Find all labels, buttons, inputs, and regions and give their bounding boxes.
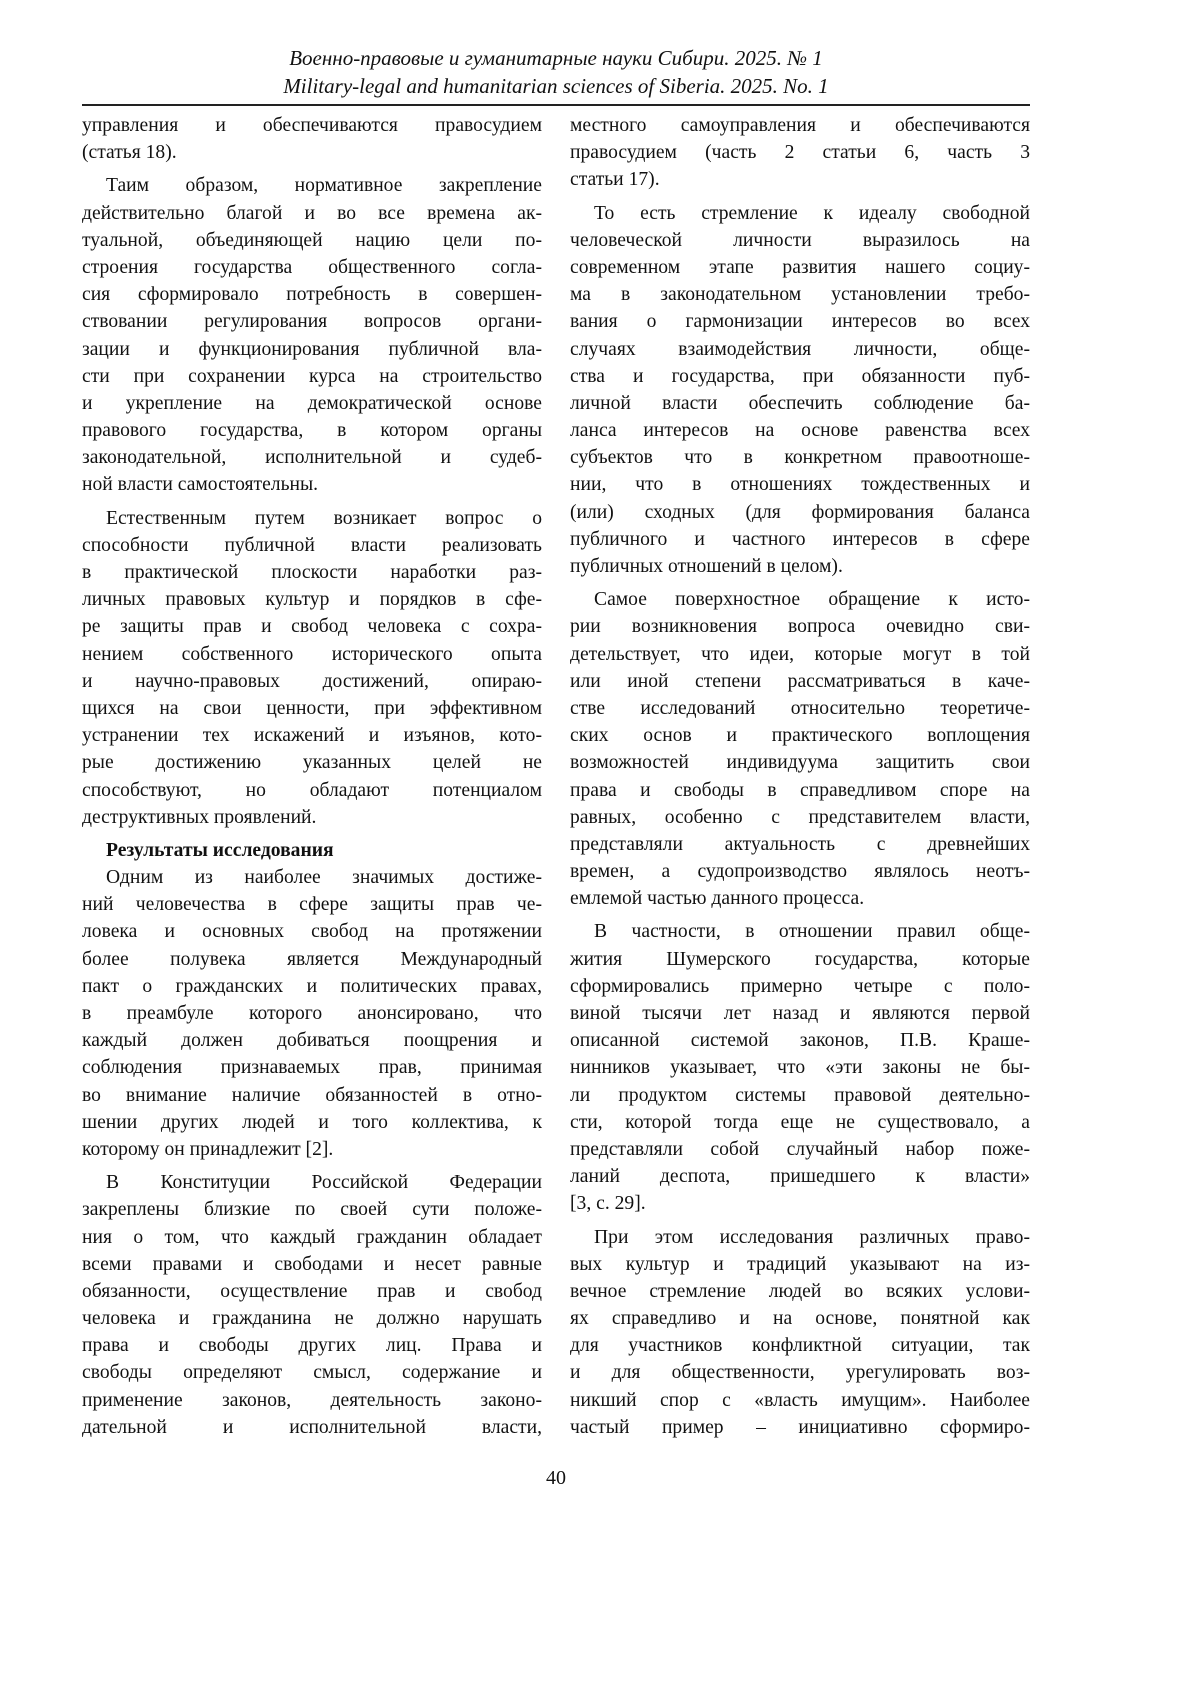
text-line: сформировались примерно четыре с поло- [570,973,1030,1000]
text-line: правового государства, в котором органы [82,417,542,444]
text-line: пакт о гражданских и политических правах, [82,973,542,1000]
text-line: права и свободы других лиц. Права и [82,1332,542,1359]
text-line: равных, особенно с представителем власти, [570,804,1030,831]
text-line: действительно благой и во все времена ак- [82,200,542,227]
text-line: рии возникновения вопроса очевидно сви- [570,613,1030,640]
text-line: В Конституции Российской Федерации [82,1169,542,1196]
text-line: Самое поверхностное обращение к исто- [570,586,1030,613]
text-line: ловека и основных свобод на протяжении [82,918,542,945]
text-line: стве исследований относительно теоретиче- [570,695,1030,722]
text-line: статьи 17). [570,166,1030,193]
text-line: представляли актуальность с древнейших [570,831,1030,858]
text-line: То есть стремление к идеалу свободной [570,200,1030,227]
text-line: более полувека является Международный [82,946,542,973]
text-line: сия сформировало потребность в совершен- [82,281,542,308]
text-line: никший спор с «власть имущим». Наиболее [570,1387,1030,1414]
text-line: нинников указывает, что «эти законы не бы- [570,1054,1030,1081]
text-line: Естественным путем возникает вопрос о [82,505,542,532]
left-column [82,112,542,1447]
text-line: вечное стремление людей во всяких услови- [570,1278,1030,1305]
paragraph [82,1169,542,1441]
text-line: местного самоуправления и обеспечиваются [570,112,1030,139]
paragraph [570,918,1030,1217]
text-line: или иной степени рассматриваться в каче- [570,668,1030,695]
text-line: ния о том, что каждый гражданин обладает [82,1224,542,1251]
paragraph [82,172,542,498]
text-line: вых культур и традиций указывают на из- [570,1251,1030,1278]
text-line: строения государства общественного согла- [82,254,542,281]
paragraph [570,200,1030,581]
text-line: закреплены близкие по своей сути положе- [82,1196,542,1223]
text-line: правосудием (часть 2 статьи 6, часть 3 [570,139,1030,166]
text-line: которому он принадлежит [2]. [82,1136,542,1163]
text-line: представляли собой случайный набор поже- [570,1136,1030,1163]
text-line: свободы определяют смысл, содержание и [82,1359,542,1386]
text-line: виной тысячи лет назад и являются первой [570,1000,1030,1027]
text-line: права и свободы в справедливом споре на [570,777,1030,804]
paragraph [570,1224,1030,1442]
journal-title-en: Military-legal and humanitarian sciences of Siberia. 2025. No. 1 [82,72,1030,100]
page-number: 40 [0,1467,1112,1490]
text-line: личных правовых культур и порядков в сфе- [82,586,542,613]
text-line: управления и обеспечиваются правосудием [82,112,542,139]
text-line: детельствует, что идеи, которые могут в той [570,641,1030,668]
paragraph [570,112,1030,194]
text-line: для участников конфликтной ситуации, так [570,1332,1030,1359]
text-line: В частности, в отношении правил обще- [570,918,1030,945]
header-divider [82,104,1030,106]
text-line: емлемой частью данного процесса. [570,885,1030,912]
text-line: ной власти самостоятельны. [82,471,542,498]
text-line: ства и государства, при обязанности пуб- [570,363,1030,390]
text-line: шении других людей и того коллектива, к [82,1109,542,1136]
text-line: субъектов что в конкретном правоотноше- [570,444,1030,471]
text-line: ли продуктом системы правовой деятельно- [570,1082,1030,1109]
paragraph [82,112,542,166]
text-line: случаях взаимодействия личности, обще- [570,336,1030,363]
text-line: всеми правами и свободами и несет равные [82,1251,542,1278]
text-line: соблюдения признаваемых прав, принимая [82,1054,542,1081]
text-line: зации и функционирования публичной вла- [82,336,542,363]
text-line: ре защиты прав и свобод человека с сохра- [82,613,542,640]
text-line: ний человечества в сфере защиты прав че- [82,891,542,918]
text-line: ланса интересов на основе равенства всех [570,417,1030,444]
text-line: возможностей индивидуума защитить свои [570,749,1030,776]
text-line: человеческой личности выразилось на [570,227,1030,254]
text-line: способствуют, но обладают потенциалом [82,777,542,804]
text-line: законодательной, исполнительной и судеб- [82,444,542,471]
text-line: частый пример – инициативно сформиро- [570,1414,1030,1441]
paragraph [82,505,542,831]
text-line: в практической плоскости наработки раз- [82,559,542,586]
text-line: в преамбуле которого анонсировано, что [82,1000,542,1027]
text-line: Результаты исследования [82,837,542,864]
paragraph [570,586,1030,912]
text-line: каждый должен добиваться поощрения и [82,1027,542,1054]
text-line: публичного и частного интересов в сфере [570,526,1030,553]
text-line: (или) сходных (для формирования баланса [570,499,1030,526]
text-line: вания о гармонизации интересов во всех [570,308,1030,335]
text-line: нии, что в отношениях тождественных и [570,471,1030,498]
running-header [82,44,1030,100]
text-line: Таим образом, нормативное закрепление [82,172,542,199]
text-line: сти, которой тогда еще не существовало, а [570,1109,1030,1136]
text-line: щихся на свои ценности, при эффективном [82,695,542,722]
text-line: личной власти обеспечить соблюдение ба- [570,390,1030,417]
text-line: и научно-правовых достижений, опираю- [82,668,542,695]
text-line: современном этапе развития нашего социу- [570,254,1030,281]
text-line: При этом исследования различных право- [570,1224,1030,1251]
text-line: и укрепление на демократической основе [82,390,542,417]
text-line: ствовании регулирования вопросов органи- [82,308,542,335]
text-line: ях справедливо и на основе, понятной как [570,1305,1030,1332]
text-line: устранении тех искажений и изъянов, кото- [82,722,542,749]
text-line: способности публичной власти реализовать [82,532,542,559]
text-line: публичных отношений в целом). [570,553,1030,580]
text-line: применение законов, деятельность законо- [82,1387,542,1414]
text-line: ма в законодательном установлении требо- [570,281,1030,308]
text-line: Одним из наиболее значимых достиже- [82,864,542,891]
text-line: [3, с. 29]. [570,1190,1030,1217]
text-line: (статья 18). [82,139,542,166]
text-line: туальной, объединяющей нацию цели по- [82,227,542,254]
text-line: нением собственного исторического опыта [82,641,542,668]
text-line: человека и гражданина не должно нарушать [82,1305,542,1332]
section-heading [82,837,542,864]
right-column [570,112,1030,1447]
journal-title-ru: Военно-правовые и гуманитарные науки Сибири. 2025. № 1 [82,44,1030,72]
text-line: описанной системой законов, П.В. Краше- [570,1027,1030,1054]
text-line: рые достижению указанных целей не [82,749,542,776]
text-line: ланий деспота, пришедшего к власти» [570,1163,1030,1190]
paragraph [82,864,542,1163]
text-line: во внимание наличие обязанностей в отно- [82,1082,542,1109]
text-line: обязанности, осуществление прав и свобод [82,1278,542,1305]
text-line: времен, а судопроизводство являлось неотъ- [570,858,1030,885]
text-line: жития Шумерского государства, которые [570,946,1030,973]
text-line: ских основ и практического воплощения [570,722,1030,749]
text-line: и для общественности, урегулировать воз- [570,1359,1030,1386]
text-line: дательной и исполнительной власти, [82,1414,542,1441]
text-line: деструктивных проявлений. [82,804,542,831]
text-line: сти при сохранении курса на строительство [82,363,542,390]
